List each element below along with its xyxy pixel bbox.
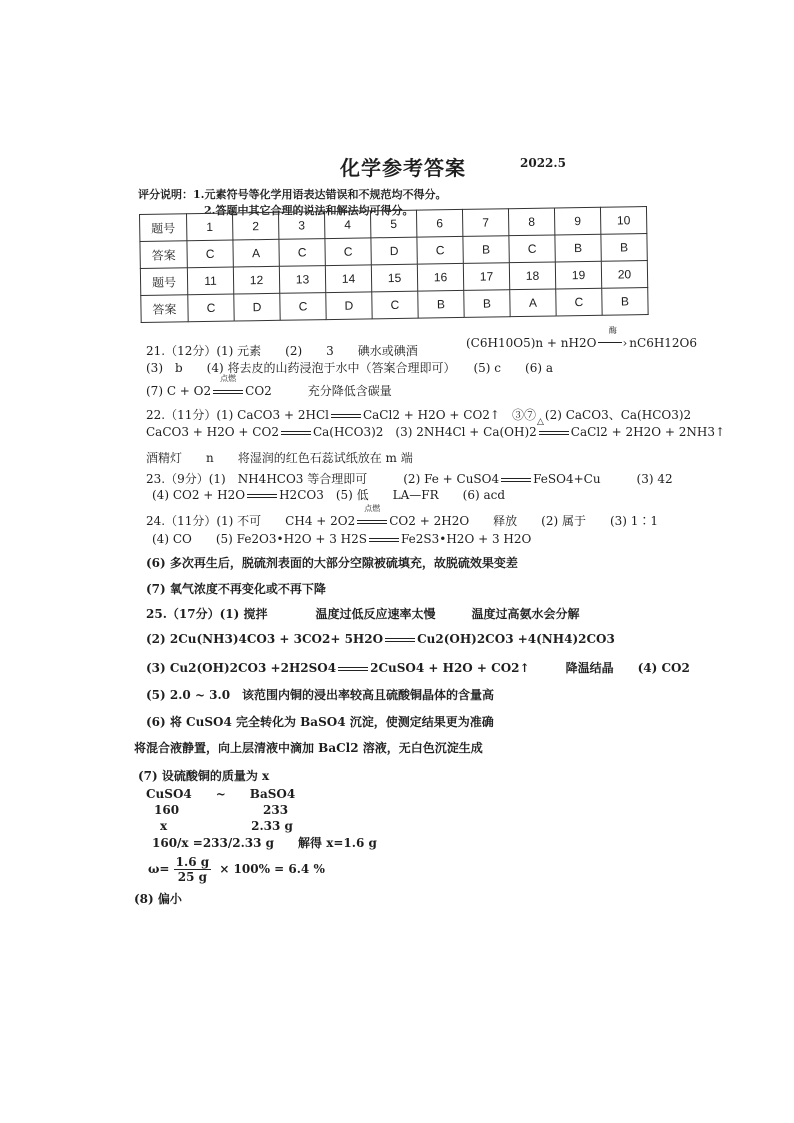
omega-lhs: ω= — [148, 862, 170, 876]
q24-1-left: 24.（11分）(1) 不可 CH4 + 2O2 — [146, 514, 356, 528]
table-cell: C — [372, 291, 418, 319]
q24-line-3: (6) 多次再生后，脱硫剂表面的大部分空隙被硫填充，故脱硫效果变差 — [146, 556, 518, 570]
q25-2-left: (2) 2Cu(NH3)4CO3 + 3CO2+ 5H2O — [146, 632, 384, 646]
table-cell: 8 — [508, 208, 554, 236]
table-cell: C — [279, 239, 325, 267]
table-cell: B — [464, 290, 510, 318]
table-cell: C — [556, 288, 602, 316]
q25-line-2 — [146, 632, 615, 646]
grading-note-2: 2.答题中其它合理的说法和解法均可得分。 — [204, 204, 414, 217]
row-label: 题号 — [140, 268, 187, 296]
table-cell: 14 — [325, 265, 371, 293]
row-label: 答案 — [141, 295, 188, 323]
table-cell: 5 — [370, 210, 416, 238]
calc-equation: 160/x =233/2.33 g 解得 x=1.6 g — [152, 836, 377, 850]
q21-line-3 — [146, 374, 392, 399]
table-cell: 17 — [463, 263, 509, 291]
answer-table — [139, 206, 649, 323]
q22-eq2-mid: Ca(HCO3)2 (3) 2NH4Cl + Ca(OH)2 — [312, 425, 537, 439]
condition-label: 酶 — [608, 326, 617, 335]
table-cell: C — [187, 240, 233, 268]
table-cell: C — [325, 238, 371, 266]
q22-2-answer: (2) CaCO3、Ca(HCO3)2 — [544, 408, 692, 422]
table-cell: 3 — [278, 212, 324, 240]
table-cell: 10 — [600, 207, 646, 235]
q22-line-2 — [146, 423, 725, 440]
reaction-arrow: 酶 › — [598, 336, 627, 350]
q21-answers-1-3: 21.（12分）(1) 元素 (2) 3 碘水或碘酒 — [146, 344, 418, 358]
table-cell: D — [326, 292, 372, 320]
table-cell: B — [555, 234, 601, 262]
calc-header: CuSO4 ~ BaSO4 — [146, 787, 296, 801]
omega-formula — [148, 855, 325, 884]
equals-sign — [501, 472, 531, 486]
q24-1-3: CO2 + 2H2O 释放 (2) 属于 (3) 1∶1 — [389, 514, 659, 528]
q25-3-left: (3) Cu2(OH)2CO3 +2H2SO4 — [146, 661, 337, 675]
q22-eq3-right: CaCl2 + 2H2O + 2NH3↑ — [570, 425, 726, 439]
q23-2-3: FeSO4+Cu (3) 42 — [533, 472, 673, 486]
table-cell: B — [418, 290, 464, 318]
table-cell: A — [510, 289, 556, 317]
grading-note-1: 评分说明：1.元素符号等化学用语表达错误和不规范均不得分。 — [138, 188, 447, 201]
calc-masses: 160 233 — [154, 803, 289, 817]
table-cell: 6 — [416, 209, 462, 237]
table-cell: 7 — [462, 209, 508, 237]
table-cell: 20 — [601, 261, 647, 289]
equals-sign — [539, 425, 569, 439]
equals-sign — [331, 408, 361, 422]
omega-numerator: 1.6 g — [175, 855, 210, 869]
omega-denominator: 25 g — [177, 870, 208, 884]
q22-line-3: 酒精灯 n 将湿润的红色石蕊试纸放在 m 端 — [146, 451, 413, 465]
equals-sign — [338, 661, 368, 675]
q24-4-5-left: (4) CO (5) Fe2O3•H2O + 3 H2S — [152, 532, 367, 546]
omega-rhs: × 100% = 6.4 % — [219, 862, 325, 876]
table-cell: 13 — [279, 266, 325, 294]
calc-unknowns: x 2.33 g — [160, 819, 293, 833]
table-cell: C — [188, 294, 234, 322]
q21-line-2: (3) b (4) 将去皮的山药浸泡于水中（答案合理即可） (5) c (6) a — [146, 361, 553, 375]
table-cell: D — [371, 237, 417, 265]
q21-eq-right: nC6H12O6 — [629, 336, 698, 350]
q22-eq1-left: 22.（11分）(1) CaCO3 + 2HCl — [146, 408, 329, 422]
equals-sign — [213, 374, 243, 398]
q22-eq1-right: CaCl2 + H2O + CO2↑ ③⑦ — [362, 408, 536, 422]
equals-sign — [369, 532, 399, 546]
equals-sign — [281, 425, 311, 439]
q25-line-7: (7) 设硫酸铜的质量为 x — [138, 769, 270, 783]
page-date: 2022.5 — [520, 156, 566, 170]
table-cell: D — [234, 293, 280, 321]
q21-eq-left: (C6H10O5)n + nH2O — [466, 336, 597, 350]
q24-line-1 — [146, 504, 659, 529]
q25-line-4: (5) 2.0 ~ 3.0 该范围内铜的浸出率较高且硫酸铜晶体的含量高 — [146, 688, 495, 702]
q21-7-left: (7) C + O2 — [146, 384, 212, 398]
table-cell: 18 — [509, 262, 555, 290]
q25-3-right: 2CuSO4 + H2O + CO2↑ 降温结晶 (4) CO2 — [370, 661, 690, 675]
q25-2-right: Cu2(OH)2CO3 +4(NH4)2CO3 — [417, 632, 615, 646]
equals-sign — [385, 632, 415, 646]
q21-7-right: CO2 充分降低含碳量 — [245, 384, 392, 398]
table-cell: B — [601, 234, 647, 262]
q25-line-3 — [146, 659, 690, 676]
q21-equation — [466, 326, 698, 350]
q23-1-2: 23.（9分）(1) NH4HCO3 等合理即可 (2) Fe + CuSO4 — [146, 472, 500, 486]
q23-line-2 — [152, 486, 505, 503]
q24-line-4: (7) 氧气浓度不再变化或不再下降 — [146, 582, 326, 596]
table-cell: 15 — [371, 264, 417, 292]
table-cell: 1 — [187, 213, 233, 241]
q23-line-1 — [146, 470, 673, 487]
table-cell: 2 — [232, 212, 278, 240]
table-cell: 12 — [233, 266, 279, 294]
table-cell: 16 — [417, 263, 463, 291]
condition-label: 点燃 — [364, 504, 381, 513]
q24-line-2 — [152, 530, 531, 547]
page-title: 化学参考答案 — [340, 156, 466, 180]
omega-fraction — [174, 855, 211, 884]
table-cell: B — [463, 236, 509, 264]
q25-line-8: (8) 偏小 — [134, 892, 182, 906]
table-cell: 11 — [187, 267, 233, 295]
delta-symbol: △ — [536, 417, 544, 427]
q22-line-1 — [146, 406, 692, 427]
table-cell: B — [602, 288, 648, 316]
q25-line-1: 25.（17分）(1) 搅拌 温度过低反应速率太慢 温度过高氨水会分解 — [146, 607, 580, 621]
table-cell: 4 — [324, 211, 370, 239]
table-cell: 19 — [555, 261, 601, 289]
q25-line-6: 将混合液静置，向上层清液中滴加 BaCl2 溶液，无白色沉淀生成 — [134, 741, 483, 755]
table-cell: C — [280, 293, 326, 321]
row-label: 答案 — [140, 241, 187, 269]
equals-sign — [247, 488, 277, 502]
q24-5-right: Fe2S3•H2O + 3 H2O — [401, 532, 532, 546]
q25-line-5: (6) 将 CuSO4 完全转化为 BaSO4 沉淀，使测定结果更为准确 — [146, 715, 494, 729]
q23-4-left: (4) CO2 + H2O — [152, 488, 246, 502]
table-cell: A — [233, 239, 279, 267]
table-cell: C — [417, 236, 463, 264]
table-cell: C — [509, 235, 555, 263]
table-cell: 9 — [554, 207, 600, 235]
condition-label: 点燃 — [220, 374, 237, 383]
q23-4-6: H2CO3 (5) 低 LA—FR (6) acd — [279, 488, 506, 502]
row-label: 题号 — [140, 214, 187, 242]
q22-eq2-left: CaCO3 + H2O + CO2 — [146, 425, 279, 439]
equals-sign — [357, 504, 387, 528]
q21-line-1 — [146, 342, 418, 359]
